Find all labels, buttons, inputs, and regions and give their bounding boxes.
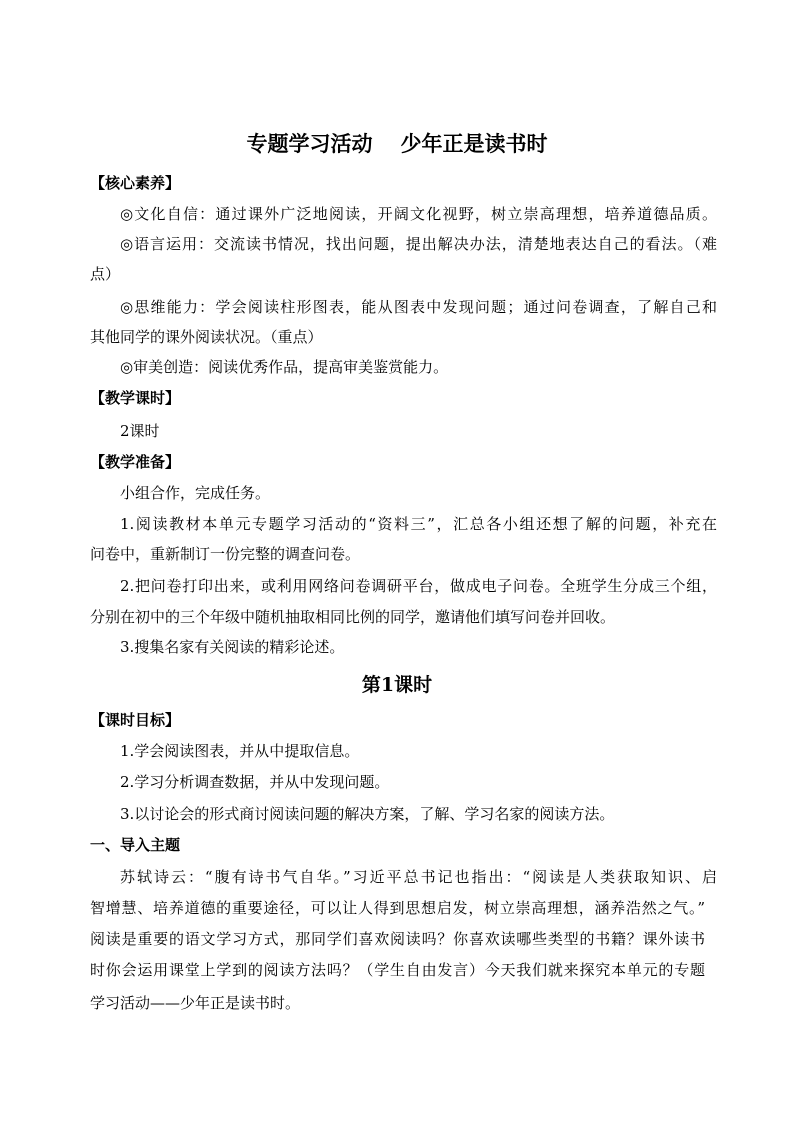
core-item-culture: ◎文化自信：通过课外广泛地阅读，开阔文化视野，树立崇高理想，培养道德品质。 [120,205,717,223]
core-item-thinking: ◎思维能力：学会阅读柱形图表，能从图表中发现问题；通过问卷调查，了解自己和 [120,298,717,316]
prep-heading: 【教学准备】 [90,453,181,471]
goal-item: 3.以讨论会的形式商讨阅读问题的解决方案，了解、学习名家的阅读方法。 [120,805,615,823]
core-item-aesthetic: ◎审美创造：阅读优秀作品，提高审美鉴赏能力。 [120,358,449,376]
lesson-title: 第1课时 [361,674,433,696]
goal-item: 1.学会阅读图表，并从中提取信息。 [120,742,360,760]
intro-line: 时你会运用课堂上学到的阅读方法吗？（学生自由发言）今天我们就来探究本单元的专题 [90,961,705,979]
goal-heading: 【课时目标】 [90,711,181,729]
intro-line: 学习活动——少年正是读书时。 [90,994,301,1012]
core-item-thinking-cont: 其他同学的课外阅读状况。（重点） [90,328,323,346]
prep-line: 2.把问卷打印出来，或利用网络问卷调研平台，做成电子问卷。全班学生分成三个组， [120,577,717,595]
section-heading: 一、导入主题 [90,836,181,854]
prep-line: 分别在初中的三个年级中随机抽取相同比例的同学，邀请他们填写问卷并回收。 [90,608,616,626]
intro-line: 苏轼诗云：“腹有诗书气自华。”习近平总书记也指出：“阅读是人类获取知识、启 [120,868,717,886]
core-item-language: ◎语言运用：交流读书情况，找出问题，提出解决办法，清楚地表达自己的看法。（难 [120,235,717,253]
prep-line: 问卷中，重新制订一份完整的调查问卷。 [90,545,361,563]
document-title [0,130,794,158]
core-heading: 【核心素养】 [90,174,181,192]
title-part-1: 专题学习活动 [246,131,373,156]
hours-text: 2课时 [120,422,160,440]
hours-heading: 【教学课时】 [90,389,181,407]
goal-item: 2.学习分析调查数据，并从中发现问题。 [120,773,390,791]
prep-line: 1.阅读教材本单元专题学习活动的“资料三”，汇总各小组还想了解的问题，补充在 [120,515,717,533]
core-item-language-cont: 点） [90,265,121,283]
prep-line: 3.搜集名家有关阅读的精彩论述。 [120,638,345,656]
title-part-2: 少年正是读书时 [400,131,548,156]
prep-line: 小组合作，完成任务。 [120,484,271,502]
intro-line: 智增慧、培养道德的重要途径，可以让人得到思想启发，树立崇高理想，涵养浩然之气。” [90,899,705,917]
intro-line: 阅读是重要的语文学习方式，那同学们喜欢阅读吗？你喜欢读哪些类型的书籍？课外读书 [90,930,705,948]
